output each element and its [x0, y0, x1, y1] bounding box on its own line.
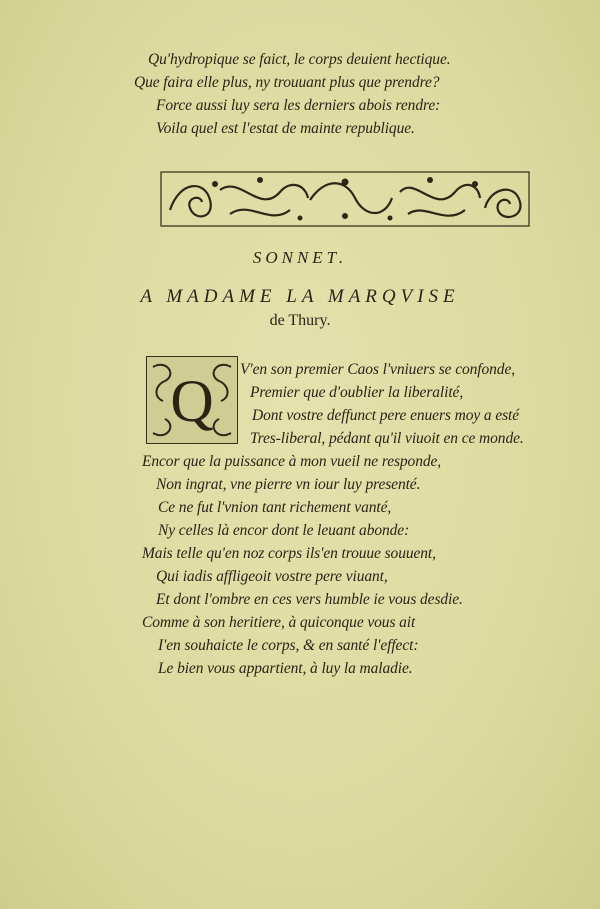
dedication-subtitle: de Thury.	[269, 312, 331, 329]
verse-line: Encor que la puissance à mon vueil ne responde,	[142, 453, 442, 470]
verse-line: V'en son premier Caos l'vniuers se confonde,	[240, 361, 516, 378]
dropcap-letter: Q	[170, 368, 214, 434]
verse-line: Qui iadis affligeoit vostre pere viuant,	[156, 568, 388, 585]
decorated-initial	[146, 356, 238, 444]
verse-line: Le bien vous appartient, à luy la maladie.	[158, 660, 413, 677]
verse-line: Mais telle qu'en noz corps ils'en trouue souuent,	[142, 545, 436, 562]
sonnet-heading: SONNET.	[252, 248, 348, 267]
verse-line: Et dont l'ombre en ces vers humble ie vous desdie.	[156, 591, 463, 608]
top-stanza	[134, 48, 548, 140]
verse-line: Qu'hydropique se faict, le corps deuient hectique.	[148, 51, 451, 68]
verse-line: Force aussi luy sera les derniers abois rendre:	[156, 97, 441, 114]
verse-line: Comme à son heritiere, à quiconque vous ait	[142, 614, 416, 631]
floral-ornament	[160, 170, 530, 228]
verse-line: Que faira elle plus, ny trouuant plus que prendre?	[134, 74, 440, 91]
verse-line: Ny celles là encor dont le leuant abonde:	[158, 522, 410, 539]
verse-line: Voila quel est l'estat de mainte republique.	[156, 120, 415, 137]
verse-line: I'en souhaicte le corps, & en santé l'effect:	[158, 637, 419, 654]
verse-line: Premier que d'oublier la liberalité,	[250, 384, 464, 401]
verse-line: Non ingrat, vne pierre vn iour luy presenté.	[156, 476, 421, 493]
verse-line: Tres-liberal, pédant qu'il viuoit en ce monde.	[250, 430, 524, 447]
verse-line: Dont vostre deffunct pere enuers moy a esté	[252, 407, 520, 424]
dedication-title: A MADAME LA MARQVISE	[140, 286, 460, 307]
verse-line: Ce ne fut l'vnion tant richement vanté,	[158, 499, 392, 516]
